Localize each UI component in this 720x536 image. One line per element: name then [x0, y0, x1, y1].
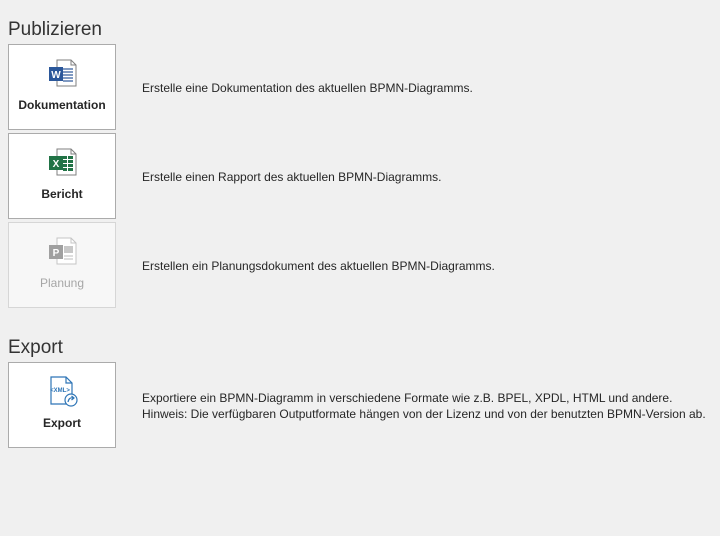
- export-label: Export: [42, 416, 81, 430]
- export-button[interactable]: [8, 362, 116, 448]
- export-description-line2: Hinweis: Die verfügbaren Outputformate hängen von der Lizenz und von der benutzten BPMN-Version ab.: [142, 407, 706, 421]
- export-description: [142, 390, 706, 422]
- planning-button[interactable]: [8, 222, 116, 308]
- svg-text:W: W: [51, 70, 61, 81]
- word-document-icon: [46, 57, 78, 89]
- documentation-description: Erstelle eine Dokumentation des aktuellen BPMN-Diagramms.: [142, 81, 473, 95]
- export-section-title: Export: [8, 337, 63, 358]
- documentation-label: Dokumentation: [18, 98, 106, 112]
- report-button[interactable]: [8, 133, 116, 219]
- svg-text:X: X: [52, 159, 60, 170]
- excel-report-icon: [46, 146, 78, 178]
- publish-section-title: Publizieren: [8, 19, 102, 40]
- report-description: Erstelle einen Rapport des aktuellen BPMN-Diagramms.: [142, 170, 442, 184]
- powerpoint-planning-icon: [46, 235, 78, 267]
- report-label: Bericht: [41, 187, 83, 201]
- xml-export-icon: [46, 375, 78, 407]
- planning-description: Erstellen ein Planungsdokument des aktuellen BPMN-Diagramms.: [142, 259, 495, 273]
- export-description-line1: Exportiere ein BPMN-Diagramm in verschiedene Formate wie z.B. BPEL, XPDL, HTML und andere.: [142, 391, 673, 405]
- planning-label: Planung: [39, 276, 85, 290]
- svg-text:<XML>: <XML>: [50, 388, 70, 394]
- svg-text:P: P: [52, 248, 60, 259]
- documentation-button[interactable]: [8, 44, 116, 130]
